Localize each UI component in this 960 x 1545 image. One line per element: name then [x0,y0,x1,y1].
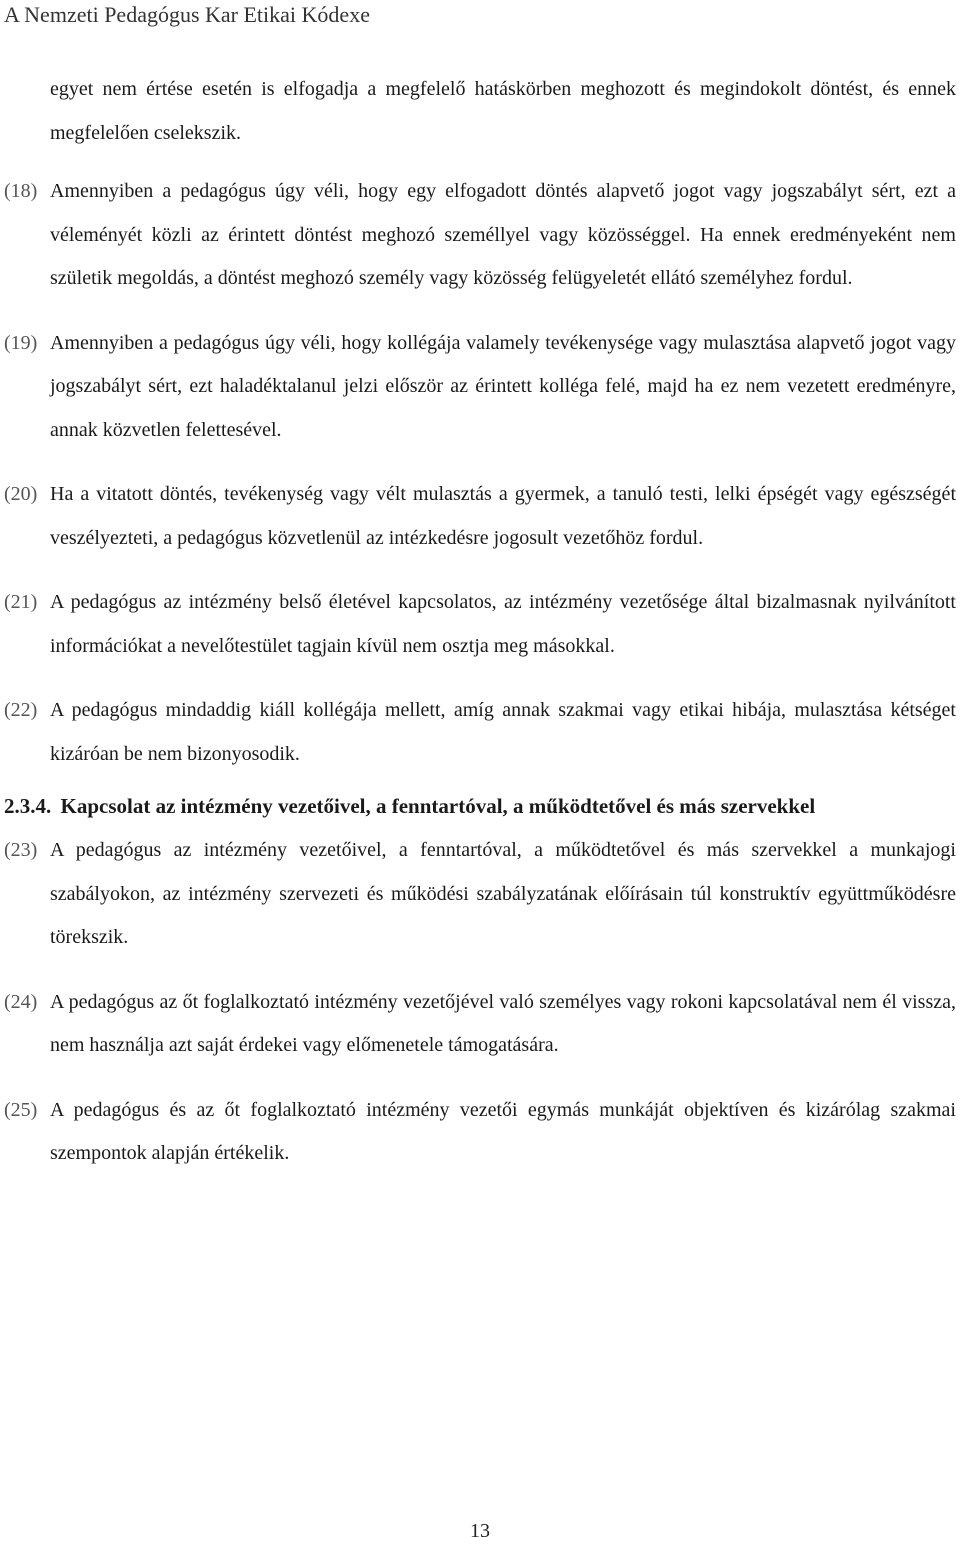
section-heading [4,790,956,823]
paragraph-21 [4,581,956,668]
paragraph-text: Amennyiben a pedagógus úgy véli, hogy egy elfogadott döntés alapvető jogot vagy jogszabályt sért, ezt a véleményét közli az érintett döntést meghozó személlyel vagy közösséggel. Ha ennek eredményeként nem születik megoldás, a döntést meghozó személy vagy közösség felügyeletét ellátó személyhez fordul. [50,180,956,289]
paragraph-18 [4,170,956,301]
document-body [4,68,956,1176]
paragraph-number: (22) [4,699,38,721]
paragraph-22 [4,689,956,776]
paragraph-23 [4,829,956,960]
section-title: Kapcsolat az intézmény vezetőivel, a fenntartóval, a működtetővel és más szervekkel [60,794,816,818]
page-number: 13 [470,1520,490,1542]
paragraph-text: A pedagógus mindaddig kiáll kollégája mellett, amíg annak szakmai vagy etikai hibája, mulasztása kétséget kizáróan be nem bizonyosodik. [50,699,956,765]
paragraph-number: (23) [4,839,38,861]
paragraph-number: (19) [4,331,38,354]
paragraph-text: Amennyiben a pedagógus úgy véli, hogy kollégája valamely tevékenysége vagy mulasztása alapvető jogot vagy jogszabályt sért, ezt haladéktalanul jelzi először az érintett kolléga felé, majd ha ez nem vezetett eredményre, annak közvetlen felettesével. [50,331,956,441]
paragraph-24 [4,981,956,1068]
paragraph-number: (21) [4,591,38,613]
continuation-text: egyet nem értése esetén is elfogadja a megfelelő hatáskörben meghozott és megindokolt döntést, és ennek megfelelően cselekszik. [50,78,956,144]
paragraph-text: Ha a vitatott döntés, tevékenység vagy vélt mulasztás a gyermek, a tanuló testi, lelki épségét vagy egészségét veszélyezteti, a pedagógus közvetlenül az intézkedésre jogosult vezetőhöz fordul. [50,483,956,549]
paragraph-19 [4,322,956,453]
paragraph-number: (18) [4,180,38,202]
paragraph-text: A pedagógus az őt foglalkoztató intézmény vezetőjével való személyes vagy rokoni kapcsolatával nem él vissza, nem használja azt saját érdekei vagy előmenetele támogatására. [50,990,956,1056]
section-number: 2.3.4. [4,794,52,818]
paragraph-number: (20) [4,483,38,505]
paragraph-text: A pedagógus az intézmény vezetőivel, a fenntartóval, a működtetővel és más szervekkel a munkajogi szabályokon, az intézmény szervezeti és működési szabályzatának előírásain túl konstruktív együttműködésre törekszik. [50,839,956,948]
paragraph-25 [4,1089,956,1176]
paragraph-number: (24) [4,990,38,1013]
running-header: A Nemzeti Pedagógus Kar Etikai Kódexe [4,2,370,27]
paragraph-20 [4,473,956,560]
paragraph-text: A pedagógus az intézmény belső életével kapcsolatos, az intézmény vezetősége által bizalmasnak nyilvánított információkat a nevelőtestület tagjain kívül nem osztja meg másokkal. [50,591,956,657]
paragraph-text: A pedagógus és az őt foglalkoztató intézmény vezetői egymás munkáját objektíven és kizárólag szakmai szempontok alapján értékelik. [50,1098,956,1164]
paragraph-number: (25) [4,1098,38,1121]
